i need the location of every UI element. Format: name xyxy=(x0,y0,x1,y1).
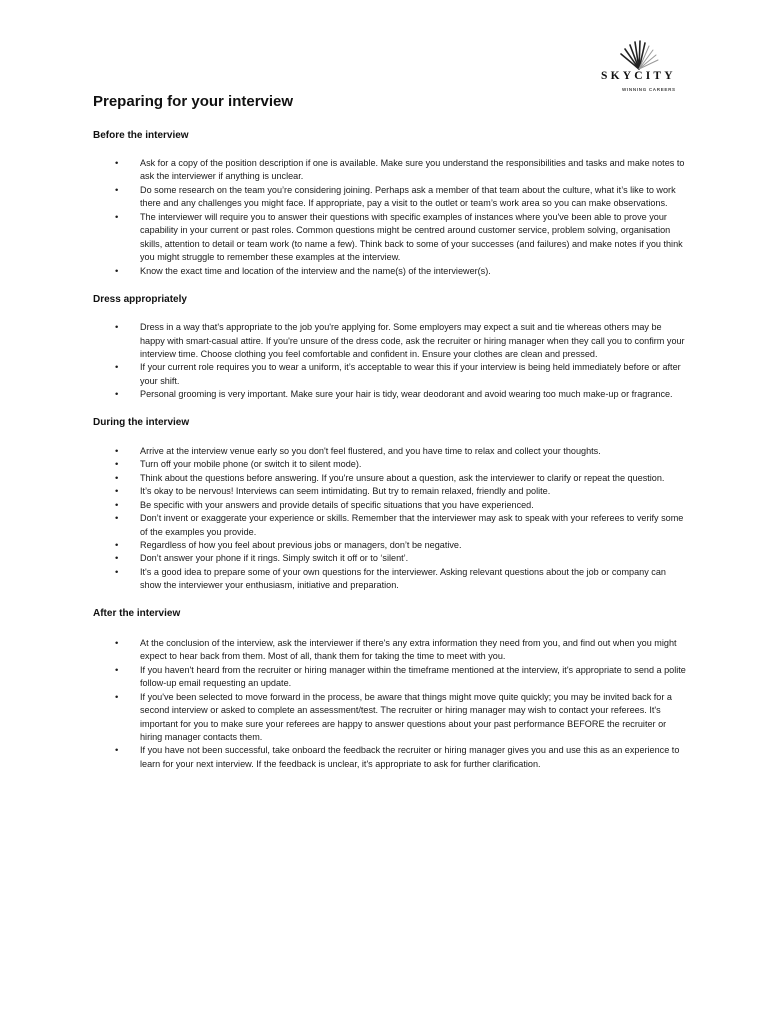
after-interview-list xyxy=(93,637,688,772)
section-heading-before: Before the interview xyxy=(93,130,189,141)
list-item: • At the conclusion of the interview, ask the interviewer if there's any extra information they need from you, and find out when you might expect to hear back from them. Most of all, thank them for taking the time to meet with you. xyxy=(93,637,688,664)
section-heading-after: After the interview xyxy=(93,607,181,619)
list-item: • If your current role requires you to wear a uniform, it’s acceptable to wear this if your interview is being held immediately before or after your shift. xyxy=(93,361,688,388)
skycity-logo xyxy=(595,40,685,96)
document-body xyxy=(93,92,688,771)
list-item: • Dress in a way that's appropriate to the job you're applying for. Some employers may expect a suit and tie whereas others may be happy with smart-casual attire. If you're unsure of the dress code, ask the recruiter or hiring manager when they call you to confirm your interview time. Choose clothing you feel comfortable and confident in. Ensure your clothes are clean and pressed. xyxy=(93,321,688,361)
list-item: • It’s okay to be nervous! Interviews can seem intimidating. But try to remain relaxed, friendly and polite. xyxy=(93,485,688,498)
list-item: • The interviewer will require you to answer their questions with specific examples of instances where you've been able to prove your capability in your current or past roles. Common questions might be centred around customer service, problem solving, organisation skills, attention to detail or team work (to name a few). Think back to some of your successes (and failures) and make notes if you think you might struggle to remember these examples at the interview. xyxy=(93,211,688,265)
list-item: • If you haven't heard from the recruiter or hiring manager within the timeframe mentioned at the interview, it's appropriate to send a polite follow-up email requesting an update. xyxy=(93,664,688,691)
list-item: • Think about the questions before answering. If you're unsure about a question, ask the interviewer to clarify or repeat the question. xyxy=(93,472,688,485)
during-interview-list xyxy=(93,445,688,593)
starburst-icon xyxy=(615,40,663,70)
logo-tagline: WINNING CAREERS xyxy=(622,87,676,92)
before-interview-list xyxy=(93,157,688,278)
list-item: • If you've been selected to move forward in the process, be aware that things might move quite quickly; you may be invited back for a second interview or asked to complete an assessment/test. The recruiter or hiring manager may wish to contact your referees. It's important for you to make sure your referees are happy to answer questions about your past performance BEFORE the recruiter or hiring manager contacts them. xyxy=(93,691,688,745)
list-item: • Ask for a copy of the position description if one is available. Make sure you understand the responsibilities and tasks and make notes to ask the interviewer if anything is unclear. xyxy=(93,157,688,184)
list-item: • It's a good idea to prepare some of your own questions for the interviewer. Asking relevant questions about the job or company can show the interviewer your enthusiasm, initiative and preparation. xyxy=(93,566,688,593)
list-item: • Be specific with your answers and provide details of specific situations that you have experienced. xyxy=(93,499,688,512)
list-item: • Don’t answer your phone if it rings. Simply switch it off or to ‘silent’. xyxy=(93,552,688,565)
section-heading-dress: Dress appropriately xyxy=(93,294,187,306)
list-item: • Do some research on the team you’re considering joining. Perhaps ask a member of that team about the culture, what it’s like to work there and any challenges you might face. If appropriate, pay a visit to the outlet or team’s work area so you can make observations. xyxy=(93,184,688,211)
page-title: Preparing for your interview xyxy=(93,93,294,110)
section-heading-during: During the interview xyxy=(93,416,190,428)
logo-brand: SKYCITY xyxy=(601,70,676,82)
list-item: • Know the exact time and location of the interview and the name(s) of the interviewer(s). xyxy=(93,265,688,278)
list-item: • Regardless of how you feel about previous jobs or managers, don’t be negative. xyxy=(93,539,688,552)
list-item: • If you have not been successful, take onboard the feedback the recruiter or hiring manager gives you and use this as an experience to learn for your next interview. If the feedback is unclear, it's appropriate to ask for further clarification. xyxy=(93,744,688,771)
list-item: • Turn off your mobile phone (or switch it to silent mode). xyxy=(93,458,688,471)
list-item: • Arrive at the interview venue early so you don't feel flustered, and you have time to relax and collect your thoughts. xyxy=(93,445,688,458)
list-item: • Personal grooming is very important. Make sure your hair is tidy, wear deodorant and avoid wearing too much make-up or fragrance. xyxy=(93,388,688,401)
dress-list xyxy=(93,321,688,402)
list-item: • Don’t invent or exaggerate your experience or skills. Remember that the interviewer may ask to speak with your referees to verify some of the examples you provide. xyxy=(93,512,688,539)
